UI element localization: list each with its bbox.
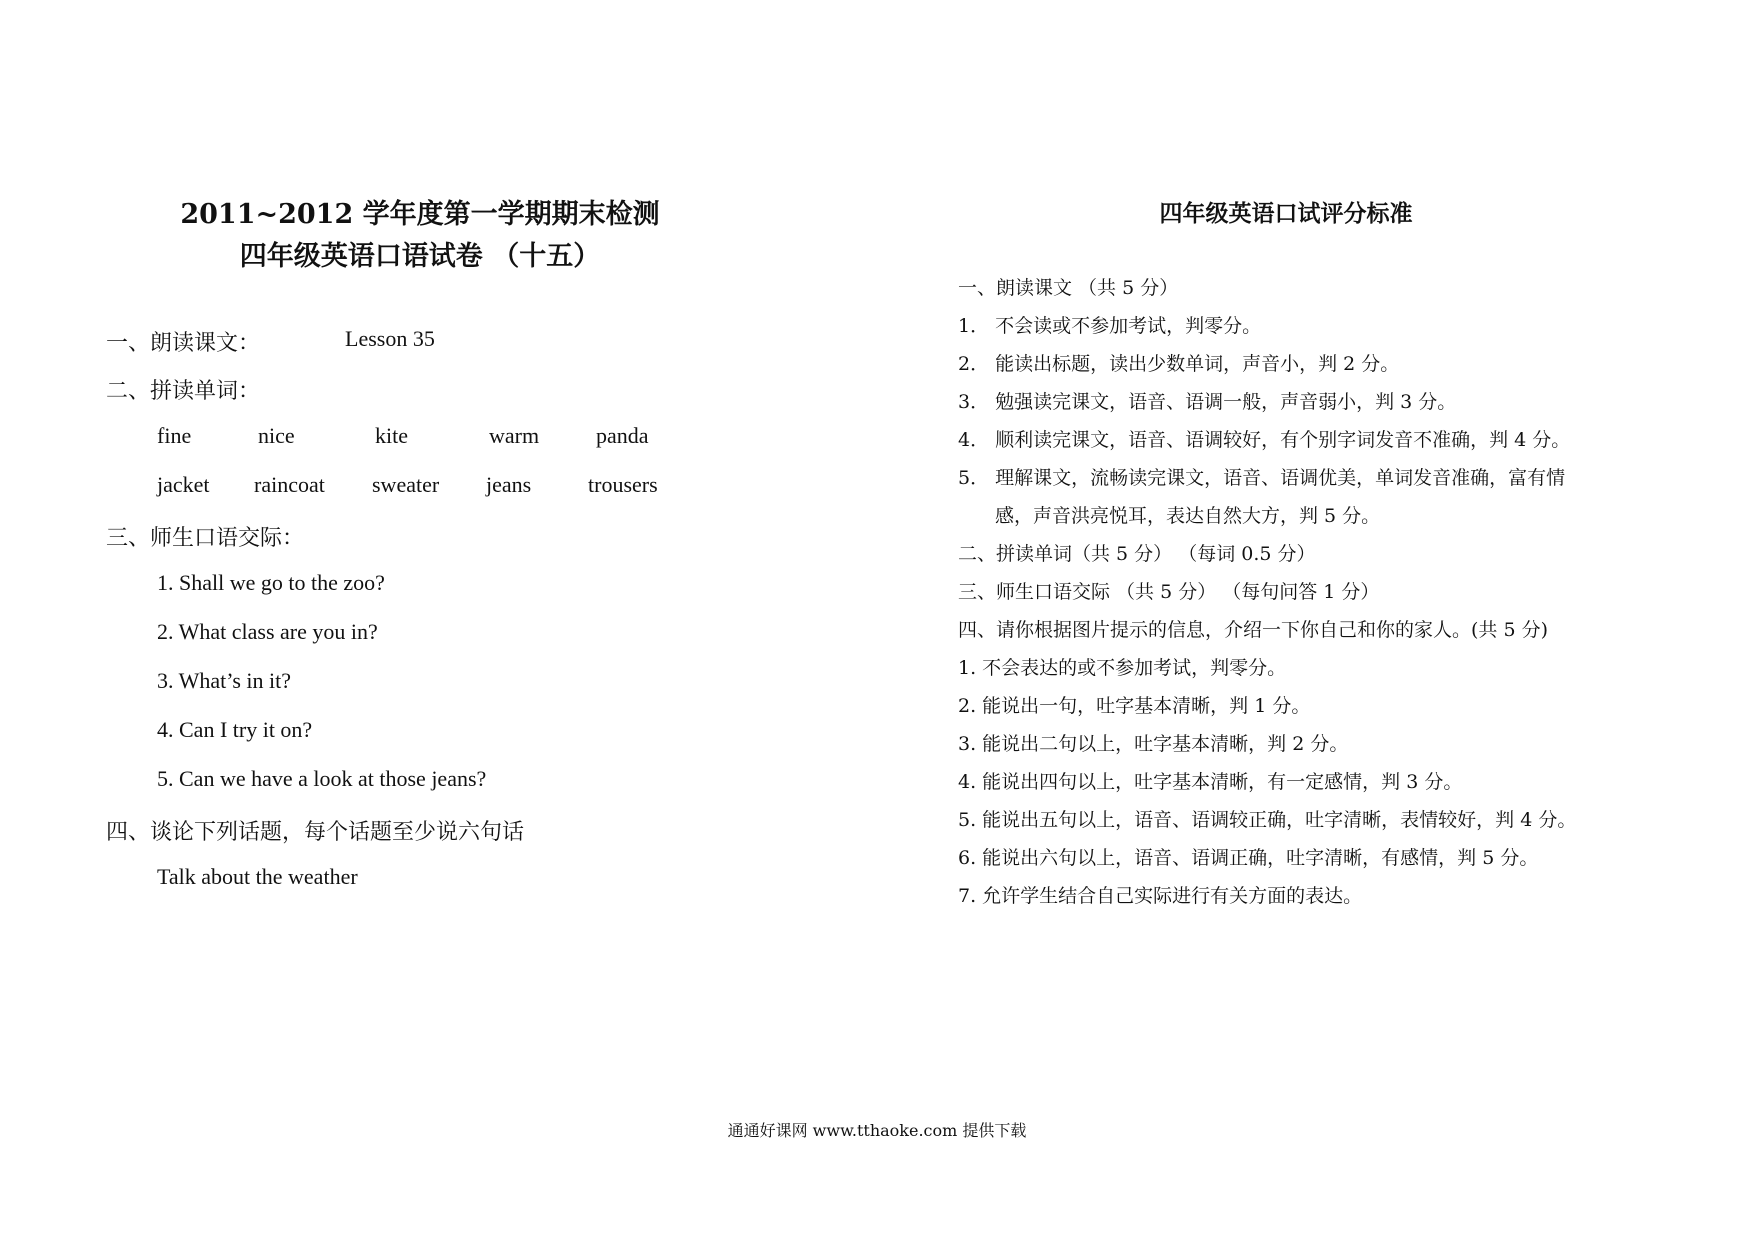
rubric-line: 4. 能说出四句以上，吐字基本清晰，有一定感情，判 3 分。 bbox=[958, 771, 1463, 793]
rubric-line: 1． 不会读或不参加考试，判零分。 bbox=[958, 315, 1262, 337]
section3-label: 三、师生口语交际： bbox=[106, 526, 305, 551]
rubric-title: 四年级英语口试评分标准 bbox=[1159, 200, 1413, 227]
topic-text: Talk about the weather bbox=[157, 864, 358, 889]
rubric-line: 四、请你根据图片提示的信息，介绍一下你自己和你的家人。(共 5 分) bbox=[958, 619, 1548, 641]
rubric-line: 4． 顺利读完课文，语音、语调较好，有个别字词发音不准确，判 4 分。 bbox=[958, 429, 1571, 451]
rubric-line: 2. 能说出一句，吐字基本清晰，判 1 分。 bbox=[958, 695, 1311, 717]
section2-label: 二、拼读单词： bbox=[106, 379, 261, 404]
question-item: 1. Shall we go to the zoo? bbox=[157, 570, 385, 595]
word-item: jacket bbox=[157, 472, 210, 497]
rubric-line: 2． 能读出标题，读出少数单词，声音小，判 2 分。 bbox=[958, 353, 1400, 375]
word-item: jeans bbox=[486, 472, 532, 497]
rubric-line: 二、拼读单词（共 5 分） （每词 0.5 分） bbox=[958, 543, 1316, 565]
question-item: 2. What class are you in? bbox=[157, 619, 378, 644]
exam-title-line2: 四年级英语口语试卷 （十五） bbox=[239, 241, 601, 272]
footer-credit: 通通好课网 www.tthaoke.com 提供下载 bbox=[727, 1121, 1027, 1140]
word-item: nice bbox=[258, 423, 295, 448]
rubric-line: 5． 理解课文，流畅读完课文，语音、语调优美，单词发音准确，富有情 bbox=[958, 467, 1566, 489]
rubric-line: 1. 不会表达的或不参加考试，判零分。 bbox=[958, 657, 1287, 679]
section4-label: 四、谈论下列话题，每个话题至少说六句话 bbox=[106, 820, 525, 845]
word-item: kite bbox=[375, 423, 408, 448]
rubric-line: 5. 能说出五句以上，语音、语调较正确，吐字清晰，表情较好，判 4 分。 bbox=[958, 809, 1577, 831]
rubric-line: 一、朗读课文 （共 5 分） bbox=[958, 277, 1179, 299]
word-item: raincoat bbox=[254, 472, 325, 497]
section1-value: Lesson 35 bbox=[345, 326, 435, 351]
rubric-line: 7. 允许学生结合自己实际进行有关方面的表达。 bbox=[958, 885, 1363, 907]
rubric-line: 6. 能说出六句以上，语音、语调正确，吐字清晰，有感情，判 5 分。 bbox=[958, 847, 1539, 869]
rubric-line: 三、师生口语交际 （共 5 分） （每句问答 1 分） bbox=[958, 581, 1380, 603]
question-item: 3. What’s in it? bbox=[157, 668, 292, 693]
rubric-line: 3． 勉强读完课文，语音、语调一般，声音弱小，判 3 分。 bbox=[958, 391, 1457, 413]
rubric-line: 感，声音洪亮悦耳，表达自然大方，判 5 分。 bbox=[995, 505, 1381, 527]
word-item: panda bbox=[596, 423, 649, 448]
section1-label: 一、朗读课文： bbox=[106, 331, 261, 356]
rubric-line: 3. 能说出二句以上，吐字基本清晰，判 2 分。 bbox=[958, 733, 1349, 755]
question-item: 5. Can we have a look at those jeans? bbox=[157, 766, 487, 791]
word-item: sweater bbox=[372, 472, 440, 497]
word-item: warm bbox=[489, 423, 540, 448]
word-item: trousers bbox=[588, 472, 658, 497]
question-item: 4. Can I try it on? bbox=[157, 717, 313, 742]
exam-title-line1: 2011~2012 学年度第一学期期末检测 bbox=[180, 199, 660, 230]
word-item: fine bbox=[157, 423, 192, 448]
